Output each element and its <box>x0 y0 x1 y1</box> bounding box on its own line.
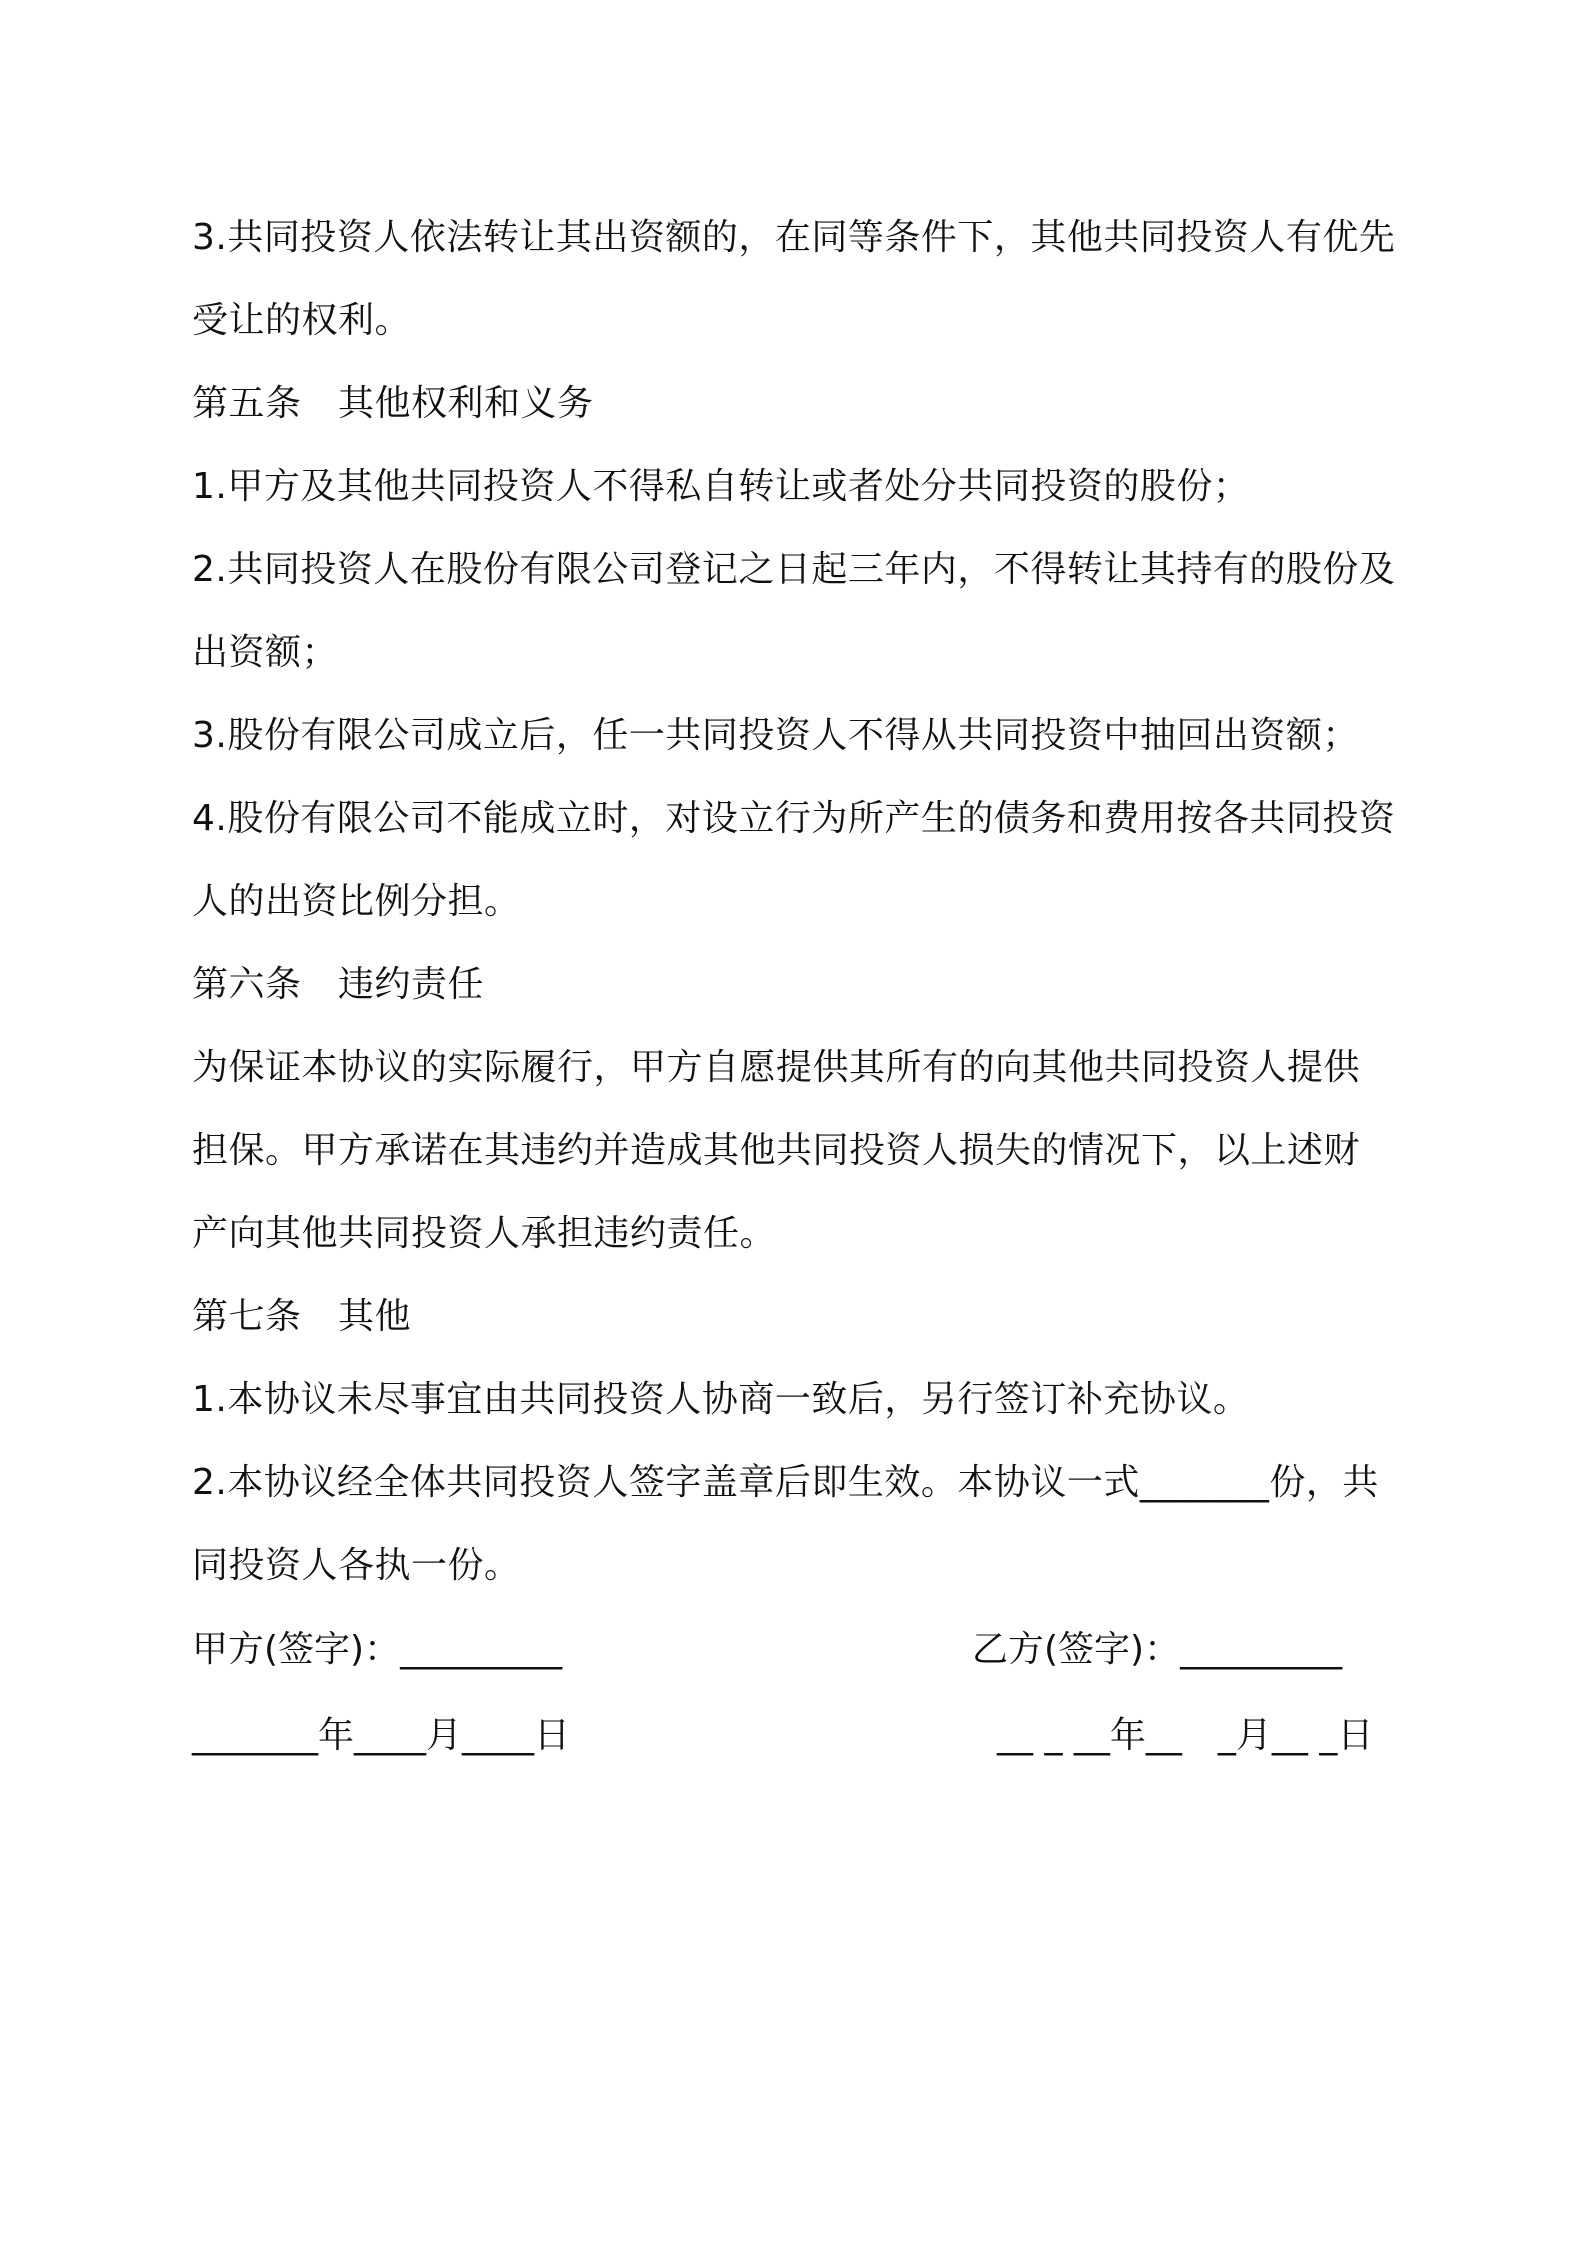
party-a-date: _______年____月____日 <box>192 1715 570 1756</box>
clause-7-item-1: 1.本协议未尽事宜由共同投资人协商一致后，另行签订补充协议。 <box>192 1379 1250 1420</box>
clause-5-item-2-line-2: 出资额； <box>192 632 339 673</box>
date-row <box>192 1693 1412 1779</box>
clause-5-item-1: 1.甲方及其他共同投资人不得私自转让或者处分共同投资的股份； <box>192 466 1250 507</box>
clause-5-item-4-line-1: 4.股份有限公司不能成立时，对设立行为所产生的债务和费用按各共同投资 <box>192 798 1396 839</box>
party-b-date: __ _ __年__ _月__ _日 <box>997 1715 1374 1756</box>
clause-7-heading: 第七条 其他 <box>192 1296 412 1337</box>
clause-4-item-3-line-1: 3.共同投资人依法转让其出资额的，在同等条件下，其他共同投资人有优先 <box>192 217 1396 258</box>
signature-row <box>192 1607 1412 1693</box>
clause-4-item-3-line-2: 受让的权利。 <box>192 300 412 341</box>
clause-5-heading: 第五条 其他权利和义务 <box>192 383 594 424</box>
party-b-signature: 乙方(签字)：_________ <box>972 1629 1343 1670</box>
clause-5-item-3: 3.股份有限公司成立后，任一共同投资人不得从共同投资中抽回出资额； <box>192 715 1359 756</box>
clause-5-item-2-line-1: 2.共同投资人在股份有限公司登记之日起三年内，不得转让其持有的股份及 <box>192 549 1396 590</box>
clause-6-text-line-3: 产向其他共同投资人承担违约责任。 <box>192 1213 777 1254</box>
clause-7-item-2-line-2: 同投资人各执一份。 <box>192 1545 521 1586</box>
clause-7-item-2-line-1: 2.本协议经全体共同投资人签字盖章后即生效。本协议一式_______份，共 <box>192 1462 1379 1503</box>
clause-6-text-line-2: 担保。甲方承诺在其违约并造成其他共同投资人损失的情况下，以上述财 <box>192 1130 1361 1171</box>
document-page <box>192 196 1412 1779</box>
clause-6-heading: 第六条 违约责任 <box>192 964 485 1005</box>
party-a-signature: 甲方(签字)：_________ <box>192 1629 563 1670</box>
clause-5-item-4-line-2: 人的出资比例分担。 <box>192 881 521 922</box>
clause-6-text-line-1: 为保证本协议的实际履行，甲方自愿提供其所有的向其他共同投资人提供 <box>192 1047 1361 1088</box>
